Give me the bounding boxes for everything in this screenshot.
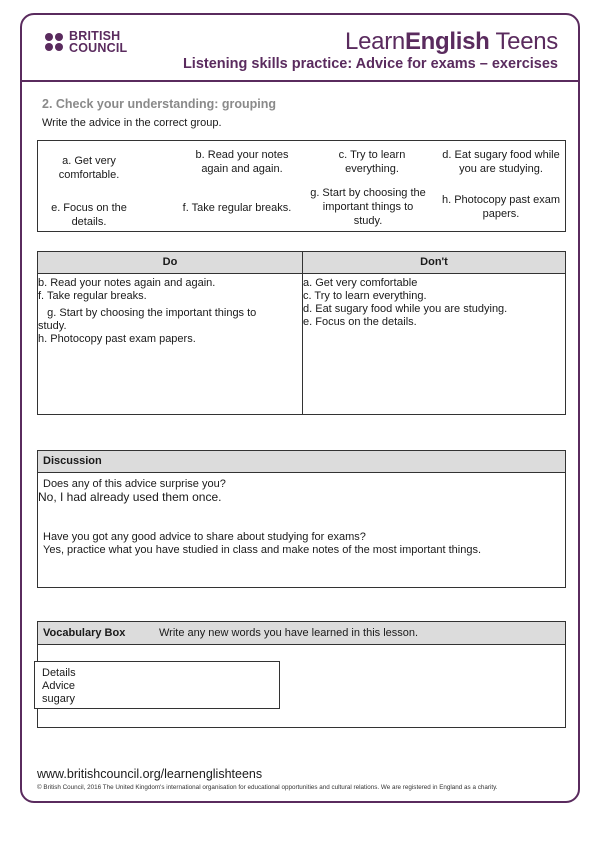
section-instruction: Write the advice in the correct group.: [42, 117, 222, 129]
vocab-word: Advice: [42, 680, 76, 692]
discussion-box: [37, 450, 566, 588]
vocabulary-title: Vocabulary Box: [43, 627, 126, 639]
worksheet-subtitle: Listening skills practice: Advice for exams – exercises: [182, 56, 558, 72]
footer-copyright: © British Council, 2016 The United Kingdom's international organisation for educational opportunities and cultural relations. We are registered in England as a charity.: [37, 784, 498, 791]
dont-list[interactable]: [303, 277, 565, 329]
do-item: b. Read your notes again and again.: [38, 277, 216, 289]
vocabulary-instruction: Write any new words you have learned in this lesson.: [159, 627, 419, 639]
header-divider: [22, 80, 578, 82]
vocab-word: sugary: [42, 693, 76, 705]
discussion-header: [38, 451, 565, 473]
brand-line-1: BRITISH: [69, 29, 121, 43]
logo-dots-icon: [45, 33, 63, 51]
dont-item: c. Try to learn everything.: [303, 290, 427, 302]
british-council-logo: [45, 30, 127, 54]
dont-item: d. Eat sugary food while you are studying.: [303, 303, 508, 315]
do-item: f. Take regular breaks.: [38, 290, 147, 302]
option-d: d. Eat sugary food while you are studying.: [442, 149, 560, 175]
dont-item: a. Get very comfortable: [303, 277, 418, 289]
option-e: e. Focus on the details.: [51, 202, 127, 228]
dont-item: e. Focus on the details.: [303, 316, 417, 328]
discussion-question-2: Have you got any good advice to share about studying for exams?: [43, 531, 366, 543]
option-f: f. Take regular breaks.: [182, 202, 292, 214]
vocabulary-header: [38, 622, 565, 645]
section-title: 2. Check your understanding: grouping: [42, 97, 277, 111]
do-header: Do: [162, 256, 178, 268]
vocabulary-words-field[interactable]: [34, 661, 280, 709]
option-a: a. Get very comfortable.: [58, 155, 120, 181]
option-c: c. Try to learn everything.: [338, 149, 406, 175]
discussion-answer-2[interactable]: Yes, practice what you have studied in class and make notes of the most important things.: [43, 544, 482, 556]
options-box: [37, 140, 566, 232]
option-b: b. Read your notes again and again.: [195, 149, 289, 175]
footer-url[interactable]: www.britishcouncil.org/learnenglishteens: [37, 767, 263, 781]
learnenglish-teens-logo: LearnEnglish Teens: [345, 28, 558, 55]
vocab-word: Details: [42, 667, 76, 679]
do-item: study.: [38, 320, 67, 332]
option-h: h. Photocopy past exam papers.: [441, 194, 560, 220]
discussion-question-1: Does any of this advice surprise you?: [43, 478, 226, 490]
discussion-title: Discussion: [43, 455, 102, 467]
do-item: h. Photocopy past exam papers.: [38, 333, 196, 345]
option-g: g. Start by choosing the important things to study.: [310, 187, 426, 227]
brand-line-2: COUNCIL: [69, 41, 128, 55]
dont-header: Don't: [420, 256, 448, 268]
do-list[interactable]: [38, 277, 300, 346]
do-dont-table: [37, 251, 566, 415]
do-item: g. Start by choosing the important things to: [38, 307, 257, 319]
discussion-answer-1[interactable]: No, I had already used them once.: [38, 490, 222, 504]
